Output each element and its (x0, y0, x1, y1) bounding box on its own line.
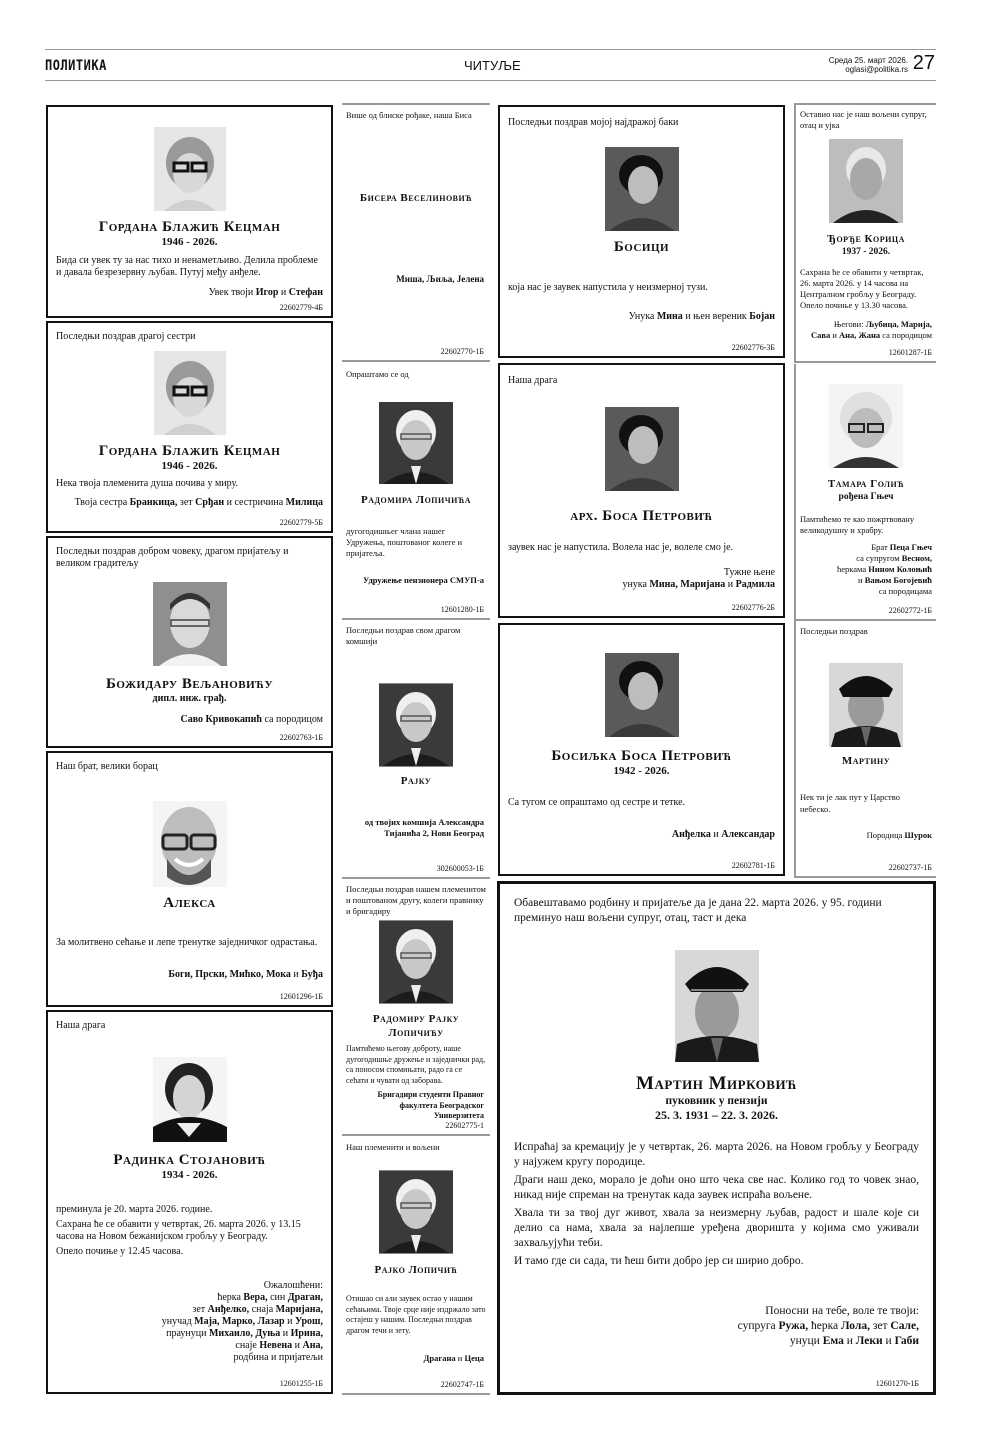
signature (350, 574, 484, 586)
deceased-name: Рајко Лопичић (374, 1264, 458, 1276)
page-number: 27 (912, 52, 935, 74)
text-fragment: зет (177, 497, 196, 508)
life-dates: 25. 3. 1931 – 22. 3. 2026. (655, 1108, 778, 1122)
text-fragment: и (280, 1328, 291, 1339)
text-fragment: зет (869, 1320, 891, 1332)
ad-code: 22602781-1Б (731, 861, 775, 870)
ad-code: 22602747-1Б (440, 1380, 484, 1389)
text-fragment: Анђелка (671, 829, 711, 840)
obituary-gordana-2 (46, 321, 333, 533)
deceased-name: Гордана Блажић Кецман (98, 443, 281, 459)
text-fragment: Драган, (287, 1292, 323, 1303)
section-title: ЧИТУЉЕ (464, 58, 521, 73)
deceased-name: Босиљка Боса Петровић (551, 748, 732, 764)
deceased-name: Божидару Вељановићу (105, 676, 274, 692)
text-fragment: Буђа (301, 969, 323, 980)
portrait-photo (153, 1057, 227, 1142)
signature-line (508, 1334, 919, 1349)
obituary-bozidar (46, 536, 333, 748)
portrait-photo (153, 801, 227, 887)
text-fragment: Миша, Љиља, Јелена (396, 274, 484, 284)
signature-line (56, 1340, 323, 1352)
text-fragment: Бојан (749, 311, 775, 322)
text-fragment: Маријана, (275, 1304, 323, 1315)
message-text: Отишао си али заувек остао у нашим сећањима. Твоје срце није издржало зато остајеш у нашим. Последњи поздрав драгом течи и зету. (346, 1294, 486, 1335)
deceased-name: Радомиру Рајку Лопичићу (372, 1013, 460, 1039)
text-fragment: и (882, 1335, 895, 1347)
intro-text: Оставио нас је наш вољени супруг, отац и ујка (800, 109, 927, 130)
obituary-tamara (794, 364, 936, 621)
text-fragment: Анђелко, (207, 1304, 250, 1315)
message-text: Нек ти је лак пут у Царство небеско. (800, 792, 900, 814)
text-fragment: Унука (628, 311, 657, 322)
signature-line (56, 1328, 323, 1340)
text-fragment: супруга (737, 1320, 779, 1332)
portrait-photo (605, 407, 679, 491)
text-fragment: Сале, (890, 1320, 919, 1332)
message-text: Памтићемо његову доброту, наше дугогодишње дружење и заједнички рад, са поносом спомињати, радо га се сећати и чувати од заборава. (346, 1044, 486, 1085)
deceased-name: Радинка Стојановић (113, 1152, 266, 1168)
text-fragment: Бригадири студенти Правног факултета Београдског Универзитета (377, 1090, 484, 1120)
text-fragment: Милица (285, 497, 323, 508)
obituary-aleksa (46, 751, 333, 1007)
intro-text: Последњи поздрав (800, 626, 868, 636)
ad-code: 22602776-3Б (731, 343, 775, 352)
ad-code: 12601280-1Б (440, 605, 484, 614)
text-fragment: Боги, Прски, Мићко, Мока (168, 969, 291, 980)
text-fragment: преминула је 20. марта 2026. године. (56, 1204, 213, 1215)
signature-line (800, 542, 932, 553)
text-fragment: и (278, 287, 289, 298)
signature-line (508, 1319, 919, 1334)
text-fragment: син (267, 1292, 288, 1303)
deceased-name: Бисера Веселиновић (359, 192, 473, 204)
text-fragment: снаја (249, 1304, 276, 1315)
text-fragment: Тужне њене (723, 567, 775, 578)
obituary-rajko (342, 1137, 490, 1395)
text-fragment: и (290, 969, 302, 980)
obituary-radinka (46, 1010, 333, 1394)
ad-code: 22602775-1 (445, 1121, 484, 1130)
portrait-photo (605, 147, 679, 231)
signature (800, 542, 932, 597)
signature (56, 714, 323, 726)
text-fragment: Срђан (195, 497, 225, 508)
life-years: 1937 - 2026. (841, 247, 891, 257)
obituary-bisera (342, 103, 490, 362)
message-text: дугогодишњег члана нашег Удружења, поштованог колеге и пријатеља. (346, 526, 463, 558)
text-fragment: и сестричина (224, 497, 286, 508)
portrait-photo (154, 127, 226, 211)
message-text: Нека твоја племенита душа почива у миру. (56, 478, 239, 489)
intro-text: Последњи поздрав добром човеку, драгом пријатељу и великом градитељу (56, 546, 289, 569)
portrait-photo (379, 402, 453, 484)
ad-code: 22602779-4Б (279, 303, 323, 312)
text-fragment: Урош, (294, 1316, 323, 1327)
message-text: Са тугом се опраштамо од сестре и тетке. (508, 797, 686, 808)
issue-info (829, 56, 908, 74)
text-fragment: Опело почиње у 12.45 часова. (56, 1246, 184, 1257)
text-fragment: Његови: (833, 319, 866, 329)
text-fragment: Весном, (901, 553, 932, 563)
header-top-rule (45, 49, 936, 50)
portrait-photo (829, 663, 903, 747)
intro-text: Наша драга (508, 375, 558, 386)
intro-text: Последњи поздрав нашем племенитом и поштованом другу, колеги правнику и бригадиру (346, 884, 486, 916)
text-fragment: Мина (656, 311, 683, 322)
ad-code: 22602779-5Б (279, 518, 323, 527)
text-fragment: снаје (235, 1340, 260, 1351)
message-text: која нас је заувек напустила у неизмерној тузи. (508, 282, 708, 293)
text-fragment: Породица (866, 830, 905, 840)
text-fragment: Радмила (735, 579, 775, 590)
text-fragment: Увек твоји (208, 287, 256, 298)
signature (508, 1304, 919, 1349)
deceased-name: Мартину (841, 755, 891, 767)
signature (508, 829, 775, 841)
ad-code: 22602737-1Б (888, 863, 932, 872)
text-fragment: Драги наш деко, морало је доћи оно што чека све нас. Колико год то човек знао, никад није спреман на тренутак када заувек испраћа вољене. (514, 1174, 919, 1201)
text-fragment: и њен вереник (682, 311, 750, 322)
message-text: заувек нас је напустила. Волела нас је, волеле смо је. (508, 542, 734, 553)
text-fragment: Невена (259, 1340, 293, 1351)
deceased-name: арх. Боса Петровић (570, 508, 713, 524)
message-text: Памтићемо те као пожртвовану великодушну и храбру. (800, 514, 915, 535)
text-fragment: Вера, (243, 1292, 268, 1303)
text-fragment: унука (622, 579, 650, 590)
text-fragment: Испраћај за кремацију је у четвртак, 26. марта 2026. на Новом гробљу у Београду у најужем кругу породице. (514, 1141, 919, 1168)
ad-code: 22602772-1Б (888, 606, 932, 615)
text-fragment: Михаило, Дуња (208, 1328, 281, 1339)
text-fragment: унуци (789, 1335, 823, 1347)
life-years: 1934 - 2026. (161, 1169, 218, 1181)
obituary-radomir-1 (342, 362, 490, 620)
text-fragment: и (843, 1335, 856, 1347)
portrait-photo (829, 384, 903, 468)
text-fragment: Лола, (841, 1320, 870, 1332)
signature-line (800, 330, 932, 341)
signature (56, 497, 323, 509)
text-fragment: Цеца (464, 1353, 484, 1363)
text-fragment: Драгана (423, 1353, 456, 1363)
signature-line (800, 575, 932, 586)
deceased-name: Мартин Мирковић (636, 1073, 797, 1094)
text-fragment: Ружа, (778, 1320, 809, 1332)
portrait-photo (605, 653, 679, 737)
deceased-name: Босици (613, 239, 670, 255)
signature (350, 273, 484, 285)
text-fragment: Сава (810, 330, 831, 340)
intro-text: Више од блиске рођаке, наша Биса (346, 110, 472, 120)
obituary-bosici (498, 105, 785, 358)
signature-line (800, 553, 932, 564)
intro-text: Наша драга (56, 1020, 106, 1031)
obituary-martin-mirkovic (497, 881, 936, 1395)
contact-email[interactable]: oglasi@politika.rs (845, 65, 908, 74)
text-fragment: Бранкица, (129, 497, 178, 508)
ad-code: 22602763-1Б (279, 733, 323, 742)
text-fragment: Александар (721, 829, 775, 840)
text-fragment: и (858, 575, 865, 585)
signature (804, 829, 932, 841)
ad-code: 12601270-1Б (875, 1379, 919, 1388)
deceased-name: Рајку (400, 775, 432, 787)
text-fragment: Поносни на тебе, воле те твоји: (765, 1305, 919, 1317)
deceased-name: Алекса (163, 895, 216, 911)
text-fragment: И тамо где си сада, ти ћеш бити добро јер си ширио добро. (514, 1255, 804, 1267)
portrait-photo (379, 1170, 453, 1254)
intro-text: Последњи поздрав свом драгом комшији (346, 625, 461, 646)
maiden-name: рођена Гњеч (838, 492, 894, 502)
portrait-photo (379, 920, 453, 1004)
text-fragment: од твојих комшија Александра Тијанића 2, Нови Београд (364, 817, 484, 838)
mourners-list (56, 1280, 323, 1364)
signature-line (800, 319, 932, 330)
signature-line (56, 1292, 323, 1304)
message-text (514, 1140, 919, 1272)
text-fragment: ћерка (808, 1320, 841, 1332)
text-fragment: Твоја сестра (74, 497, 130, 508)
issue-date: Среда 25. март 2026. (828, 56, 908, 65)
signature-line (56, 1316, 323, 1328)
intro-text: Обавештавамо родбину и пријатеље да је дана 22. марта 2026. у 95. години преминуо наш вољени супруг, отац, таст и дека (514, 897, 882, 924)
deceased-name: Гордана Блажић Кецман (98, 219, 281, 235)
signature-line (800, 564, 932, 575)
text-fragment: родбина и пријатељи (233, 1352, 323, 1363)
text-fragment: Стефан (288, 287, 323, 298)
portrait-photo (675, 950, 759, 1062)
signature-line (508, 579, 775, 591)
header-bottom-rule (45, 80, 936, 81)
text-fragment: Ана, (302, 1340, 323, 1351)
text-fragment: Пеца Гњеч (889, 542, 932, 552)
ad-code: 22602770-1Б (440, 347, 484, 356)
signature (508, 311, 775, 323)
text-fragment: Ирина, (290, 1328, 323, 1339)
intro-text: Последњи поздрав мојој најдражој баки (508, 117, 679, 128)
text-fragment: и (710, 829, 722, 840)
text-fragment: Габи (894, 1335, 919, 1347)
life-years: 1942 - 2026. (613, 765, 670, 777)
signature (350, 817, 484, 839)
signature (800, 319, 932, 341)
text-fragment: Маја, Марко, Лазар (194, 1316, 285, 1327)
signature (350, 1352, 484, 1364)
text-fragment: Саво Кривокапић (180, 714, 262, 725)
text-fragment: Љубица, Марија, (865, 319, 932, 329)
portrait-photo (154, 351, 226, 435)
obituary-djordje (794, 103, 936, 363)
text-fragment: и (455, 1353, 465, 1363)
newspaper-logo: ПОЛИТИКА (45, 56, 107, 74)
text-fragment: праунуци (166, 1328, 209, 1339)
text-fragment: Удружење пензионера СМУП-а (363, 575, 484, 585)
text-fragment: са породицом (880, 330, 932, 340)
text-fragment: Хвала ти за твој дуг живот, хвала за неизмерну љубав, радост и шале које си делио са нама, хвала за најлепше уређена дворишта у којима смо уживали захваљујући теби. (514, 1207, 919, 1249)
text-fragment: Нином Колоњић (868, 564, 932, 574)
text-fragment: Сахрана ће се обавити у четвртак, 26. марта 2026. у 13.15 часова на Новом бежанијском гробљу у Београду. (56, 1219, 301, 1242)
text-fragment: са породицама (878, 586, 932, 596)
text-fragment: зет (192, 1304, 208, 1315)
life-years: 1946 - 2026. (161, 460, 218, 472)
portrait-photo (153, 582, 227, 666)
portrait-photo (829, 139, 903, 223)
portrait-photo (379, 683, 453, 767)
text-fragment: ћерка (217, 1292, 244, 1303)
obituary-martinu (794, 621, 936, 878)
text-fragment: са породицом (262, 714, 323, 725)
deceased-name: Радомира Лопичића (360, 494, 472, 506)
ad-code: 12601296-1Б (279, 992, 323, 1001)
text-fragment: Леки (855, 1335, 883, 1347)
ad-code: 12601287-1Б (888, 348, 932, 357)
text-fragment: и (830, 330, 840, 340)
intro-text: Наш брат, велики борац (56, 761, 158, 772)
text-fragment: Шурок (904, 830, 932, 840)
signature (372, 1090, 484, 1122)
signature-line (56, 1304, 323, 1316)
deceased-name: Ђорђе Корица (827, 233, 905, 245)
text-fragment: Ема (822, 1335, 844, 1347)
message-text: За молитвено сећање и лепе тренутке заједничког одрастања. (56, 937, 318, 948)
ad-code: 12601255-1Б (279, 1379, 323, 1388)
text-fragment: Ана, Жана (839, 330, 881, 340)
text-fragment: Ожалошћени: (263, 1280, 323, 1291)
signature (508, 567, 775, 591)
ad-code: 302600053-1Б (436, 864, 484, 873)
text-fragment: Игор (255, 287, 279, 298)
text-fragment: Мина, Маријана (649, 579, 726, 590)
message-text: Бида си увек ту за нас тихо и ненаметљиво. Делила проблеме и давала безрезервну љубав. Путуј међу анђеле. (56, 255, 318, 278)
text-fragment: и (292, 1340, 303, 1351)
message-text: Сахрана ће се обавити у четвртак, 26. марта 2026. у 14 часова на Централном гробљу у Београду. Опело почиње у 13.30 часова. (800, 267, 924, 310)
obituary-gordana-1 (46, 105, 333, 318)
obituary-radomir-2 (342, 880, 490, 1136)
signature (56, 287, 323, 299)
message-text (56, 1204, 323, 1261)
text-fragment: Вањом Богојевић (864, 575, 932, 585)
signature (56, 969, 323, 981)
intro-text: Наш племенити и вољени (346, 1142, 440, 1152)
obituary-bosa (498, 363, 785, 618)
intro-text: Опраштамо се од (346, 369, 409, 379)
professional-title: дипл. инж. грађ. (152, 693, 227, 704)
text-fragment: са супругом (856, 553, 902, 563)
ad-code: 22602776-2Б (731, 603, 775, 612)
text-fragment: и (284, 1316, 295, 1327)
life-years: 1946 - 2026. (161, 236, 218, 248)
text-fragment: Брат (871, 542, 890, 552)
obituary-bosiljka (498, 623, 785, 876)
text-fragment: унучад (161, 1316, 195, 1327)
intro-text: Последњи поздрав драгој сестри (56, 331, 196, 342)
deceased-name: Тамара Голић (827, 478, 905, 490)
obituary-rajku (342, 621, 490, 879)
rank-title: пуковник у пензији (665, 1095, 768, 1107)
text-fragment: ћеркама (837, 564, 869, 574)
text-fragment: и (725, 579, 736, 590)
